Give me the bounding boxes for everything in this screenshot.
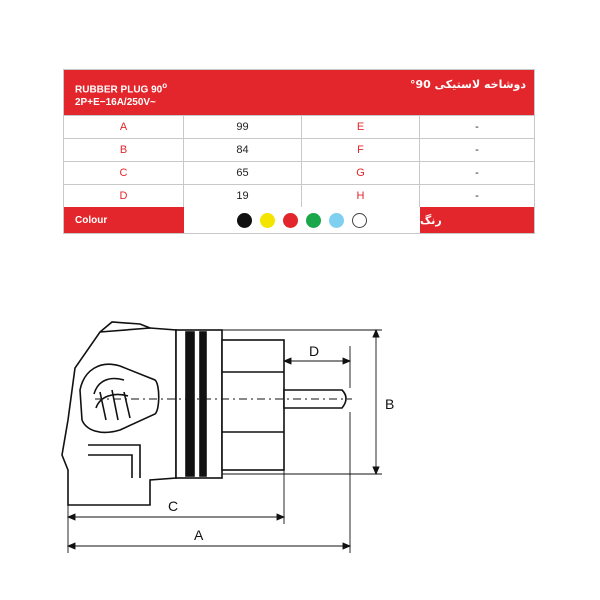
dimension-key: F bbox=[302, 139, 420, 161]
dimension-value: 65 bbox=[184, 162, 302, 184]
plug-body bbox=[62, 322, 176, 505]
dimension-value: - bbox=[475, 167, 479, 179]
dimension-a-label: A bbox=[194, 527, 204, 543]
colour-label: Colour bbox=[64, 207, 184, 233]
dimension-b-label: B bbox=[385, 396, 395, 412]
dimension-key: C bbox=[64, 162, 184, 184]
dimension-d-label: D bbox=[309, 343, 320, 359]
product-title-persian: دوشاخه لاستیکی 90° bbox=[409, 78, 526, 91]
dimension-key: E bbox=[302, 116, 420, 138]
product-title: RUBBER PLUG 90 bbox=[75, 84, 163, 96]
dimension-c-label: C bbox=[168, 498, 179, 514]
dimension-key: D bbox=[64, 185, 184, 207]
dimension-value: 99 bbox=[184, 116, 302, 138]
dimension-value: 84 bbox=[184, 139, 302, 161]
dimension-key: B bbox=[64, 139, 184, 161]
dimension-key: H bbox=[302, 185, 420, 207]
dimension-value: - bbox=[475, 190, 479, 202]
dimension-value: - bbox=[475, 121, 479, 133]
product-rating: 2P+E−16A/250V~ bbox=[75, 97, 156, 109]
dimension-value: 19 bbox=[184, 185, 302, 207]
plug-collar bbox=[176, 330, 284, 478]
colour-label-persian: رنگ bbox=[420, 207, 534, 233]
dimension-value: - bbox=[475, 144, 479, 156]
dimension-key: A bbox=[64, 116, 184, 138]
dimension-key: G bbox=[302, 162, 420, 184]
degree-mark: o bbox=[162, 81, 168, 90]
